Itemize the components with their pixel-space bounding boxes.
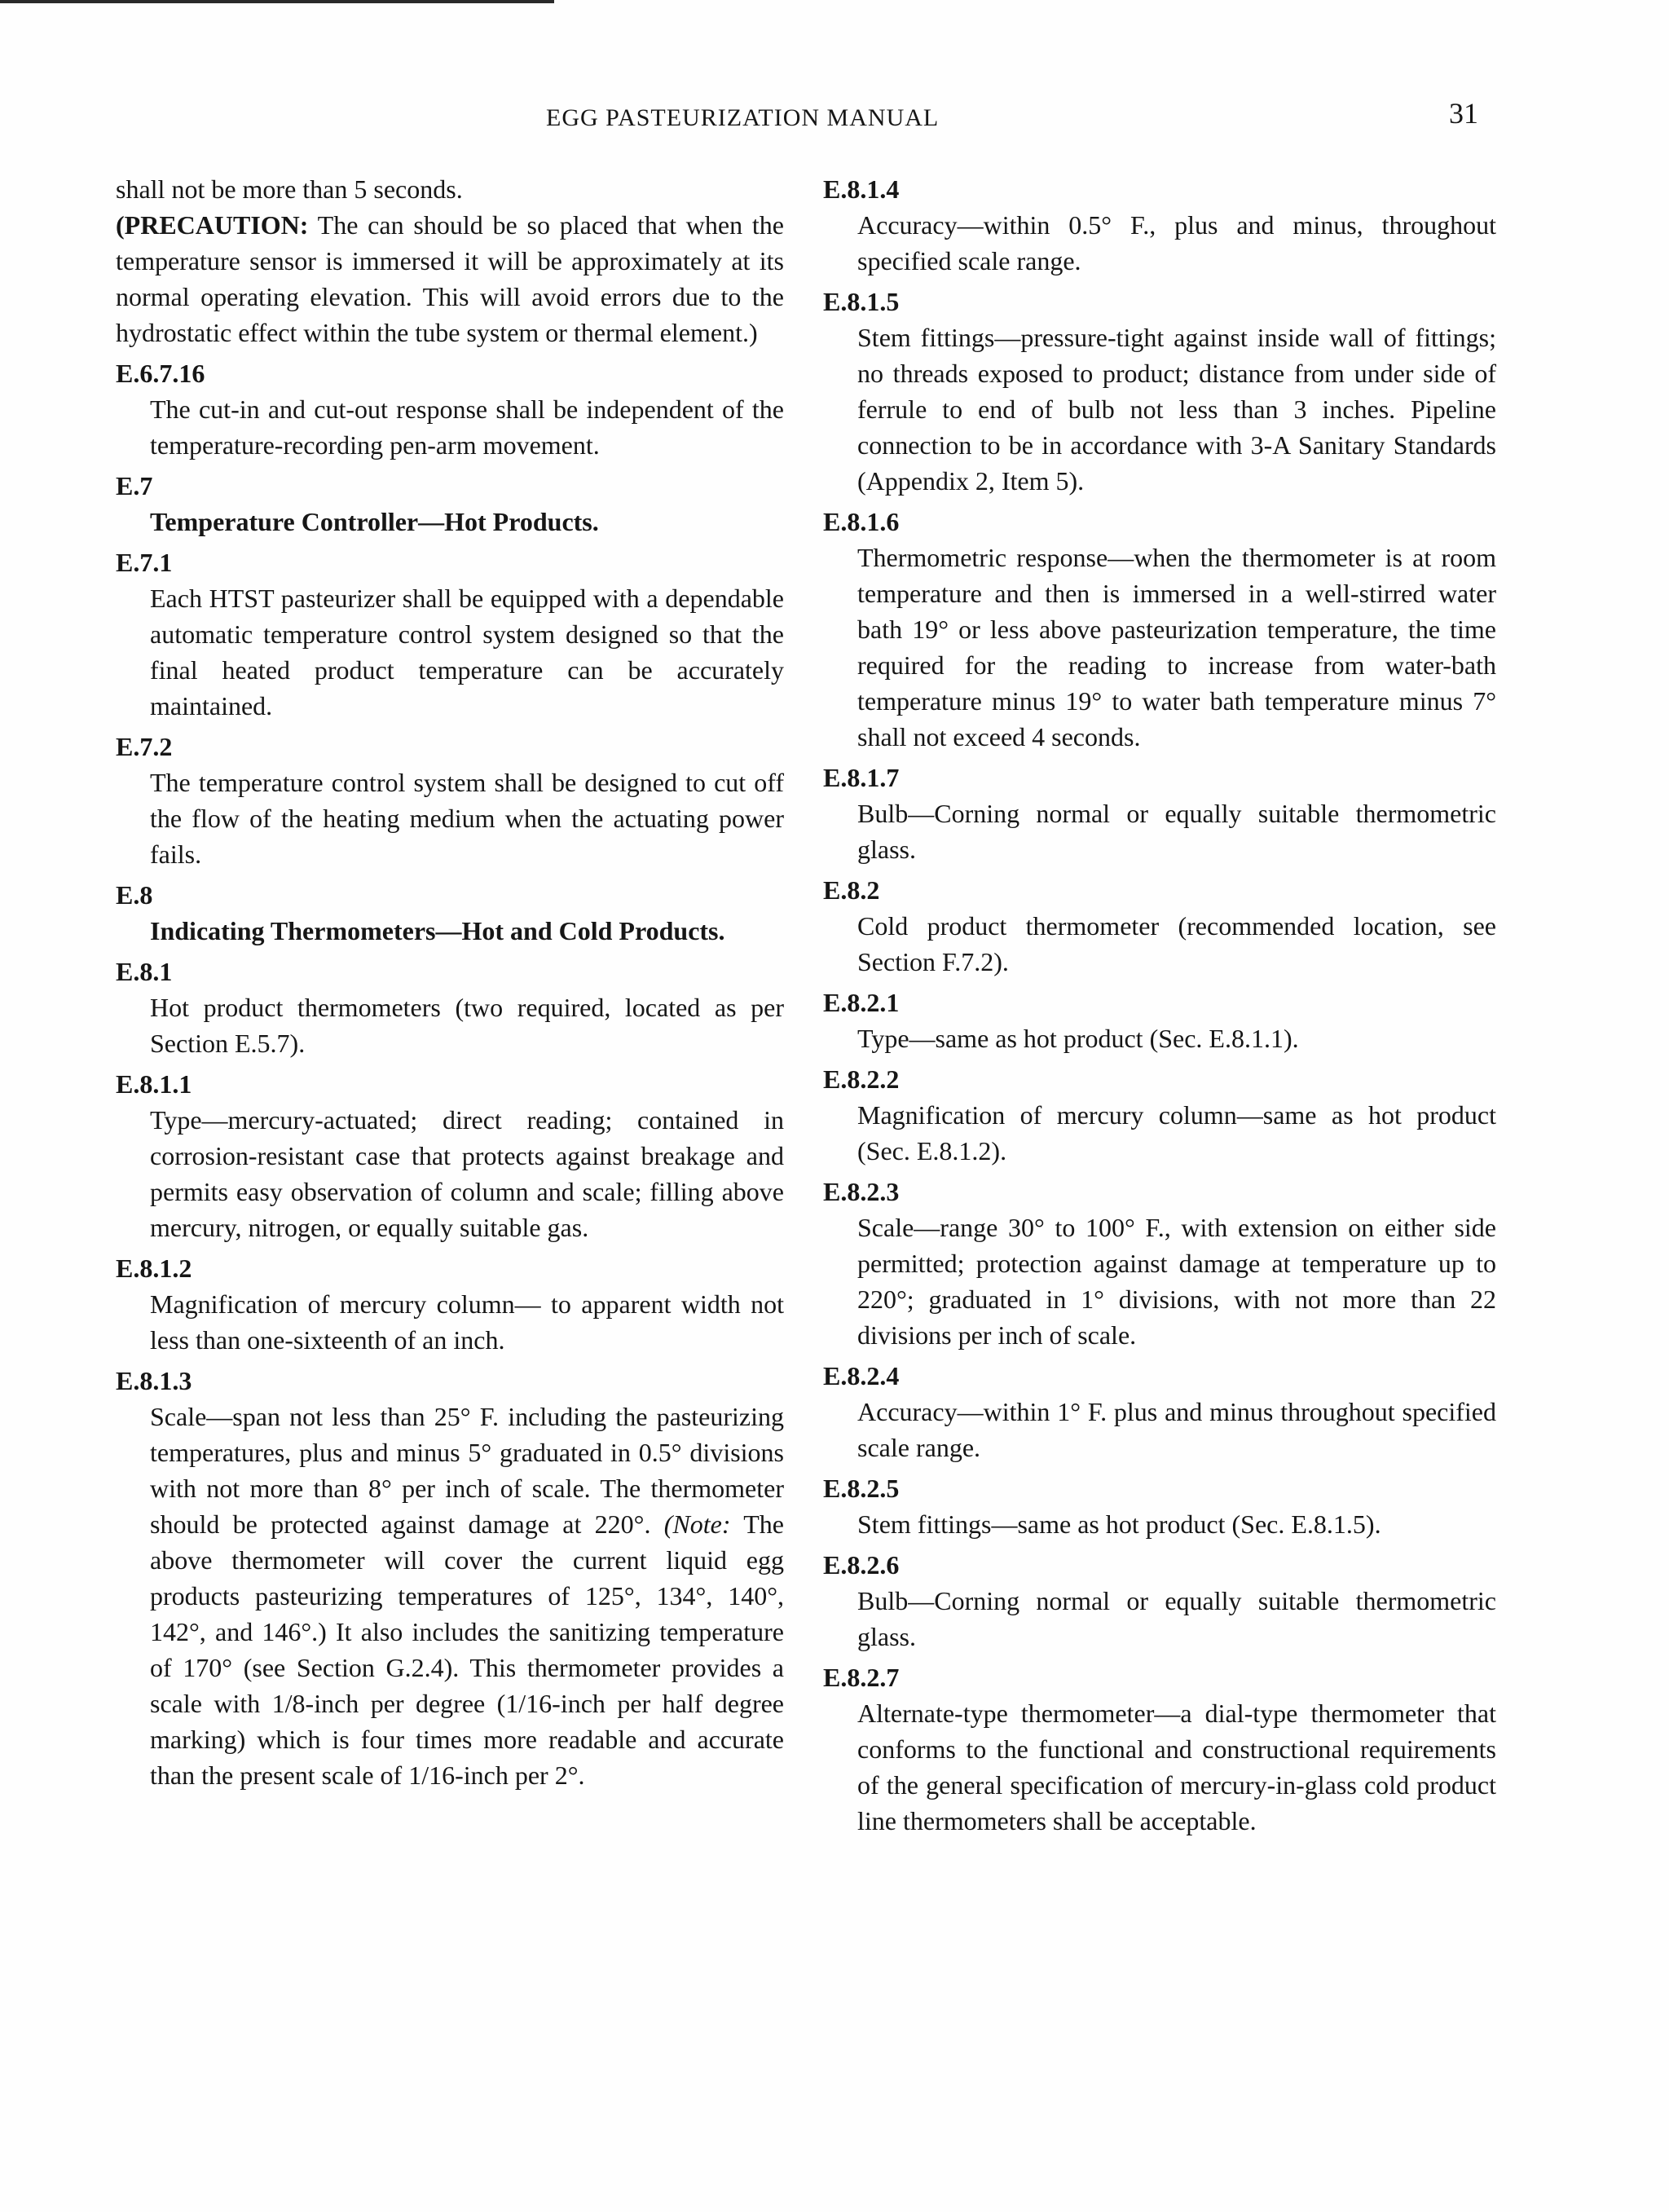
- section-text-e71: Each HTST pasteurizer shall be equipped with a dependable automatic temperature control system designed so that the final heated product temperature can be accurately maintained.: [150, 584, 784, 720]
- left-column: [116, 171, 784, 1798]
- section-text-e826: Bulb—Corning normal or equally suitable thermometric glass.: [857, 1586, 1496, 1651]
- top-rule: [0, 0, 554, 3]
- section-number-e822: E.8.2.2: [823, 1064, 900, 1094]
- section-text-e815: Stem fittings—pressure-tight against inside wall of fittings; no threads exposed to product; distance from under side of ferrule to end of bulb not less than 3 inches. Pipeline connection to be in accordance with 3-A Sanitary Standards (Appendix 2, Item 5).: [857, 323, 1496, 496]
- section-text-e6716: The cut-in and cut-out response shall be independent of the temperature-recording pen-arm movement.: [150, 394, 784, 460]
- section-number-e812: E.8.1.2: [116, 1254, 192, 1283]
- section-number-e821: E.8.2.1: [823, 988, 900, 1017]
- section-number-e826: E.8.2.6: [823, 1550, 900, 1580]
- section-number-e815: E.8.1.5: [823, 287, 900, 316]
- precaution-note: [116, 207, 784, 350]
- section-text-e814: Accuracy—within 0.5° F., plus and minus, throughout specified scale range.: [857, 210, 1496, 275]
- section-number-e824: E.8.2.4: [823, 1361, 900, 1390]
- section-text-e813-part-b: The above thermometer will cover the current liquid egg products pasteurizing temperatures of 125°, 134°, 140°, 142°, and 146°.) It also includes the sanitizing temperature of 170° (see Section G.2.4). This thermometer provides a scale with 1/8-inch per degree (1/16-inch per half degree marking) which is four times more readable and accurate than the present scale of 1/16-inch per 2°.: [150, 1509, 785, 1790]
- right-column: [823, 171, 1496, 1844]
- section-number-e811: E.8.1.1: [116, 1069, 192, 1099]
- section-number-e813: E.8.1.3: [116, 1366, 192, 1395]
- section-text-e82: Cold product thermometer (recommended location, see Section F.7.2).: [857, 911, 1496, 976]
- page-number: 31: [1449, 97, 1478, 130]
- section-number-e6716: E.6.7.16: [116, 359, 205, 388]
- section-number-e81: E.8.1: [116, 957, 173, 986]
- section-text-e817: Bulb—Corning normal or equally suitable thermometric glass.: [857, 799, 1496, 864]
- section-text-e827: Alternate-type thermometer—a dial-type thermometer that conforms to the functional and constructional requirements of the general specification of mercury-in-glass cold product line thermometers shall be acceptable.: [857, 1699, 1496, 1835]
- section-number-e817: E.8.1.7: [823, 763, 900, 792]
- section-number-e825: E.8.2.5: [823, 1474, 900, 1503]
- note-label: (Note:: [663, 1509, 731, 1539]
- section-text-e81: Hot product thermometers (two required, located as per Section E.5.7).: [150, 993, 784, 1058]
- section-text-e72: The temperature control system shall be designed to cut off the flow of the heating medium when the actuating power fails.: [150, 768, 784, 869]
- running-head: EGG PASTEURIZATION MANUAL: [546, 104, 940, 131]
- precaution-text: The can should be so placed that when the temperature sensor is immersed it will be approximately at its normal operating elevation. This will avoid errors due to the hydrostatic effect within the tube system or thermal element.): [116, 210, 784, 347]
- section-text-e824: Accuracy—within 1° F. plus and minus throughout specified scale range.: [857, 1397, 1496, 1462]
- section-text-e821: Type—same as hot product (Sec. E.8.1.1).: [857, 1024, 1299, 1053]
- section-number-e72: E.7.2: [116, 732, 173, 761]
- section-text-e813: [116, 1399, 784, 1793]
- section-number-e71: E.7.1: [116, 548, 173, 577]
- section-number-e827: E.8.2.7: [823, 1663, 900, 1692]
- section-number-e816: E.8.1.6: [823, 507, 900, 536]
- section-number-e823: E.8.2.3: [823, 1177, 900, 1206]
- section-text-e822: Magnification of mercury column—same as hot product (Sec. E.8.1.2).: [857, 1100, 1496, 1165]
- section-number-e82: E.8.2: [823, 875, 880, 905]
- section-text-e816: Thermometric response—when the thermometer is at room temperature and then is immersed in a well-stirred water bath 19° or less above pasteurization temperature, the time required for the reading to increase from water-bath temperature minus 19° to water bath temperature minus 7° shall not exceed 4 seconds.: [857, 543, 1496, 751]
- section-text-e811: Type—mercury-actuated; direct reading; contained in corrosion-resistant case that protects against breakage and permits easy observation of column and scale; filling above mercury, nitrogen, or equally suitable gas.: [150, 1105, 784, 1242]
- section-number-e7: E.7: [116, 471, 153, 500]
- section-text-e825: Stem fittings—same as hot product (Sec. E.8.1.5).: [857, 1509, 1381, 1539]
- section-number-e8: E.8: [116, 880, 153, 910]
- section-text-e812: Magnification of mercury column— to apparent width not less than one-sixteenth of an inch.: [150, 1289, 784, 1355]
- section-heading-e7: Temperature Controller—Hot Products.: [150, 507, 599, 536]
- section-text-e823: Scale—range 30° to 100° F., with extension on either side permitted; protection against damage at temperature up to 220°; graduated in 1° divisions, with not more than 22 divisions per inch of scale.: [857, 1213, 1496, 1350]
- section-number-e814: E.8.1.4: [823, 174, 900, 204]
- section-heading-e8: Indicating Thermometers—Hot and Cold Products.: [150, 916, 725, 945]
- carryover-text: shall not be more than 5 seconds.: [116, 174, 463, 204]
- precaution-label: (PRECAUTION:: [116, 210, 309, 240]
- section-text-e813-part-a: Scale—span not less than 25° F. including the pasteurizing temperatures, plus and minus 5° graduated in 0.5° divisions with not more than 8° per inch of scale. The thermometer should be protected against damage at 220°.: [150, 1402, 784, 1539]
